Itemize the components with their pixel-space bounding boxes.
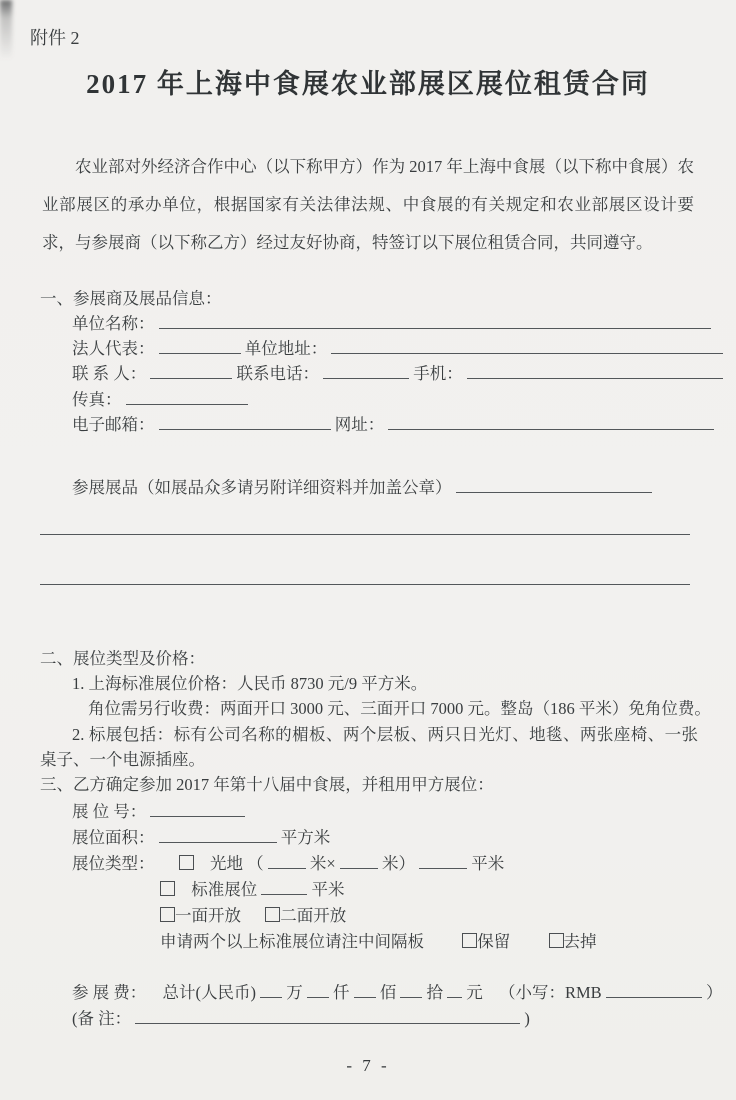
checkbox-standard-booth <box>160 881 175 896</box>
section2-heading: 二、展位类型及价格： <box>40 649 205 669</box>
fee-bai: 佰 <box>379 983 397 1003</box>
phone-blank <box>323 363 409 379</box>
legal-rep-label: 法人代表： <box>72 339 155 359</box>
remark-close-paren: ) <box>524 1009 530 1029</box>
pricing-line1: 1. 上海标准展位价格：人民币 8730 元/9 平方米。 <box>72 674 428 694</box>
exhibits-row <box>72 475 736 500</box>
mobile-label: 手机： <box>413 364 463 384</box>
fee-small-write-label: （小写：RMB <box>499 983 602 1003</box>
fee-rmb-blank <box>606 982 702 998</box>
pricing-line2: 角位需另行收费：两面开口 3000 元、三面开口 7000 元。整岛（186 平米）免角位费。 <box>88 699 711 719</box>
phone-label: 联系电话： <box>236 364 319 384</box>
company-name-blank <box>159 313 711 329</box>
legal-rep-row <box>72 336 736 361</box>
contact-label: 联 系 人： <box>72 364 147 384</box>
checkbox-keep-partition <box>462 933 477 948</box>
booth-area-label: 展位面积： <box>72 828 155 848</box>
raw-space-unit: 平米 <box>471 854 505 874</box>
fee-qian: 仟 <box>333 983 350 1003</box>
raw-space-paren-open: （ <box>247 854 264 874</box>
two-side-open-label: 二面开放 <box>280 906 347 926</box>
pricing-line3: 2. 标展包括：标有公司名称的楣板、两个层板、两只日光灯、地毯、两张座椅、一张桌子、一个电源插座。 <box>40 724 698 769</box>
email-blank <box>159 414 331 430</box>
fee-total-label: 总计(人民币) <box>162 983 256 1003</box>
booth-area-blank <box>159 827 277 843</box>
partition-row <box>160 929 736 955</box>
checkbox-two-side-open <box>265 907 280 922</box>
exhibits-writing-line-2 <box>40 584 690 585</box>
fee-wan-blank <box>260 982 282 998</box>
exhibits-writing-line-1 <box>40 534 690 535</box>
fee-shi: 拾 <box>426 983 443 1003</box>
booth-no-blank <box>150 801 245 817</box>
remark-blank <box>135 1008 520 1024</box>
open-sides-row <box>160 903 736 929</box>
mobile-blank <box>467 363 723 379</box>
exhibits-label: 参展展品（如展品众多请另附详细资料并加盖公章） <box>72 478 452 498</box>
fee-bai-blank <box>354 982 376 998</box>
remark-label: (备 注： <box>72 1009 132 1029</box>
fax-label: 传真： <box>72 389 122 409</box>
remove-label: 去掉 <box>563 932 597 952</box>
booth-no-label: 展 位 号： <box>72 802 147 822</box>
email-row <box>72 412 736 437</box>
checkbox-raw-space <box>179 855 194 870</box>
scan-corner-smudge <box>0 0 12 60</box>
fee-yuan-blank <box>447 982 462 998</box>
partition-note: 申请两个以上标准展位请注中间隔板 <box>160 932 424 952</box>
raw-space-meter-x: 米× <box>309 854 336 874</box>
booth-area-unit: 平方米 <box>280 828 331 848</box>
website-blank <box>388 414 714 430</box>
booth-type-label: 展位类型： <box>72 854 155 874</box>
checkbox-remove-partition <box>549 933 564 948</box>
fax-row <box>72 387 736 412</box>
fee-row <box>72 980 736 1006</box>
booth-no-row <box>72 799 736 825</box>
raw-space-label: 光地 <box>210 854 243 874</box>
page-title: 2017 年上海中食展农业部展区展位租赁合同 <box>86 69 650 99</box>
booth-area-row <box>72 825 736 851</box>
standard-booth-label: 标准展位 <box>191 880 258 900</box>
intro-paragraph: 农业部对外经济合作中心（以下称甲方）作为 2017 年上海中食展（以下称中食展）农业部展区的承办单位，根据国家有关法律法规、中食展的有关规定和农业部展区设计要求，与参展商（以下称乙方）经过友好协商，特签订以下展位租赁合同，共同遵守。 <box>42 157 694 252</box>
contact-row <box>72 361 736 386</box>
contact-blank <box>150 363 232 379</box>
fee-label: 参 展 费： <box>72 983 147 1003</box>
standard-booth-area-blank <box>261 879 307 895</box>
exhibits-blank <box>456 477 652 493</box>
fee-shi-blank <box>400 982 422 998</box>
company-name-row <box>72 311 736 336</box>
raw-space-width-blank <box>268 853 306 869</box>
company-name-label: 单位名称： <box>72 314 155 333</box>
fee-close-paren: ） <box>705 983 723 1003</box>
legal-rep-blank <box>159 338 241 354</box>
address-label: 单位地址： <box>244 339 328 359</box>
page-number: - 7 - <box>346 1056 390 1075</box>
checkbox-one-side-open <box>160 907 175 922</box>
standard-booth-unit: 平米 <box>311 880 345 900</box>
raw-space-meter-close: 米） <box>381 854 415 874</box>
address-blank <box>331 338 723 354</box>
remark-row <box>72 1006 736 1032</box>
attachment-label: 附件 2 <box>30 28 80 48</box>
section3-heading: 三、乙方确定参加 2017 年第十八届中食展，并租用甲方展位： <box>40 775 494 795</box>
raw-space-area-blank <box>419 853 467 869</box>
fee-qian-blank <box>307 982 329 998</box>
fee-wan: 万 <box>286 983 303 1003</box>
keep-label: 保留 <box>477 932 511 952</box>
fax-blank <box>126 389 248 405</box>
website-label: 网址： <box>334 414 385 434</box>
fee-yuan: 元 <box>466 983 483 1003</box>
one-side-open-label: 一面开放 <box>175 906 241 926</box>
raw-space-depth-blank <box>340 853 378 869</box>
email-label: 电子邮箱： <box>72 414 155 434</box>
booth-type-row <box>72 851 736 877</box>
section1-heading: 一、参展商及展品信息： <box>40 289 222 308</box>
standard-booth-row <box>160 877 736 903</box>
